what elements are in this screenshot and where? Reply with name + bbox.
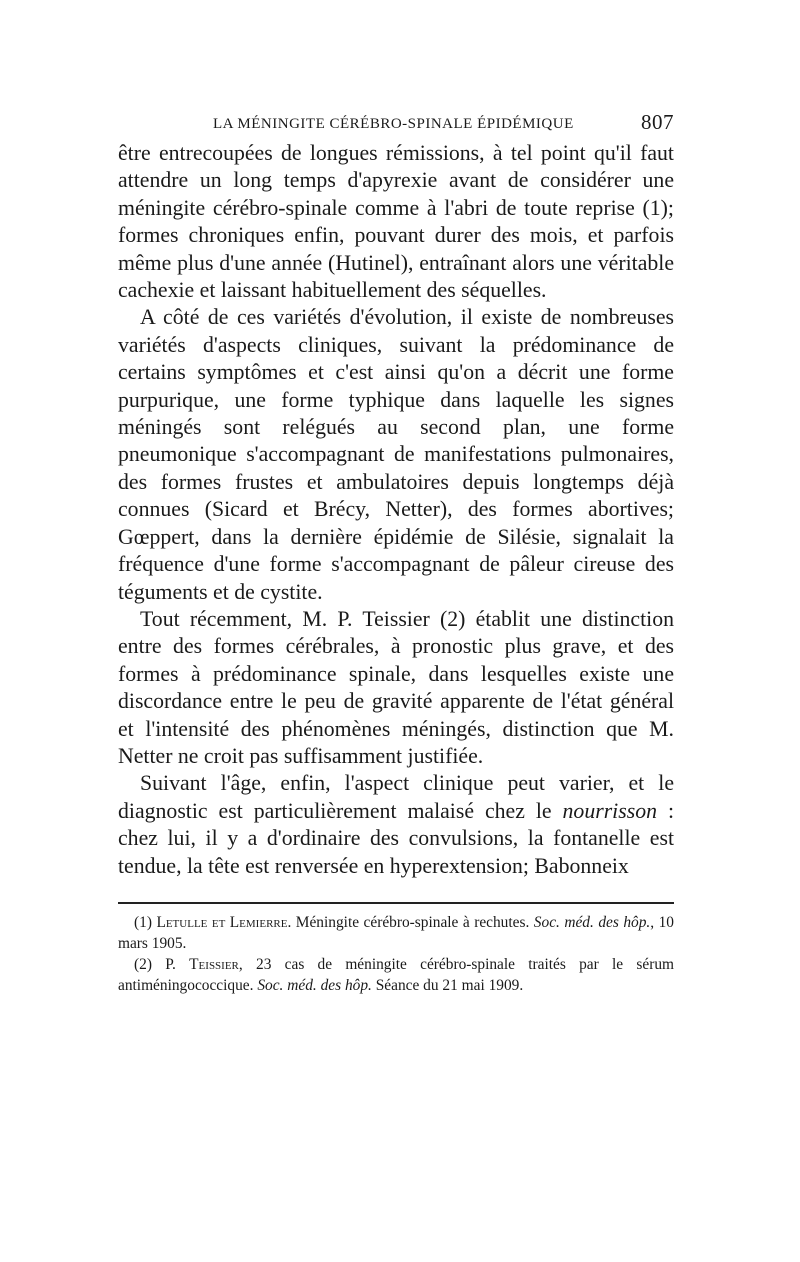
footnote-2-author: Teissier <box>189 955 239 973</box>
footnote-2-mark: (2) P. <box>134 955 190 973</box>
footnote-1-authors: Letulle et Lemierre. <box>156 913 292 931</box>
book-page <box>118 100 674 996</box>
paragraph-3: Tout récemment, M. P. Teissier (2) établit une distinction entre des formes cérébrales, à pronostic plus grave, et des formes à prédominance spinale, dans lesquelles existe une discordance entre le peu de gravité apparente de l'état général et l'intensité des phénomènes méningés, distinction que M. Netter ne croit pas suffisamment justifiée. <box>118 606 674 768</box>
footnote-1 <box>118 912 674 954</box>
footnote-1-text: Méningite cérébro-spinale à rechutes. <box>291 913 534 931</box>
footnote-1-journal: Soc. méd. des hôp. <box>533 913 651 931</box>
footnote-1-date: , 10 mars 1905. <box>118 913 674 952</box>
footnote-2 <box>118 954 674 996</box>
paragraph-4-start: Suivant l'âge, enfin, l'aspect clinique peut varier, et le diagnostic est particulièrement malaisé chez le <box>118 771 674 823</box>
running-head <box>118 100 674 140</box>
footnote-2-journal: Soc. méd. des hôp. <box>257 976 372 994</box>
footnote-rule <box>118 902 674 904</box>
paragraph-4-italic: nourrisson <box>562 798 657 823</box>
paragraph-4 <box>118 770 674 880</box>
paragraph-1: être entrecoupées de longues rémissions, à tel point qu'il faut attendre un long temps d'apyrexie avant de considérer une méningite cérébro-spinale comme à l'abri de toute reprise (1); formes chroniques enfin, pouvant durer des mois, et parfois même plus d'une année (Hutinel), entraînant alors une véritable cachexie et laissant habituellement des séquelles. <box>118 141 674 303</box>
footnotes <box>118 912 674 996</box>
footnote-1-mark: (1) <box>134 913 157 931</box>
body-text <box>118 140 674 880</box>
page-number: 807 <box>641 110 674 134</box>
footnote-2-date: Séance du 21 mai 1909. <box>371 976 524 994</box>
running-title: LA MÉNINGITE CÉRÉBRO-SPINALE ÉPIDÉMIQUE <box>213 116 574 132</box>
paragraph-4-end: : chez lui, il y a d'ordinaire des convulsions, la fontanelle est tendue, la tête est renversée en hyperextension; Babonneix <box>118 798 674 878</box>
footnote-2-text: , 23 cas de méningite cérébro-spinale traités par le sérum antiméningococcique. <box>118 955 674 994</box>
paragraph-2: A côté de ces variétés d'évolution, il existe de nombreuses variétés d'aspects cliniques, suivant la prédominance de certains symptômes et c'est ainsi qu'on a décrit une forme purpurique, une forme typhique dans laquelle les signes méningés sont relégués au second plan, une forme pneumonique s'accompagnant de manifestations pulmonaires, des formes frustes et ambulatoires depuis longtemps déjà connues (Sicard et Brécy, Netter), des formes abortives; Gœppert, dans la dernière épidémie de Silésie, signalait la fréquence d'une forme s'accompagnant de pâleur cireuse des téguments et de cystite. <box>118 305 674 604</box>
